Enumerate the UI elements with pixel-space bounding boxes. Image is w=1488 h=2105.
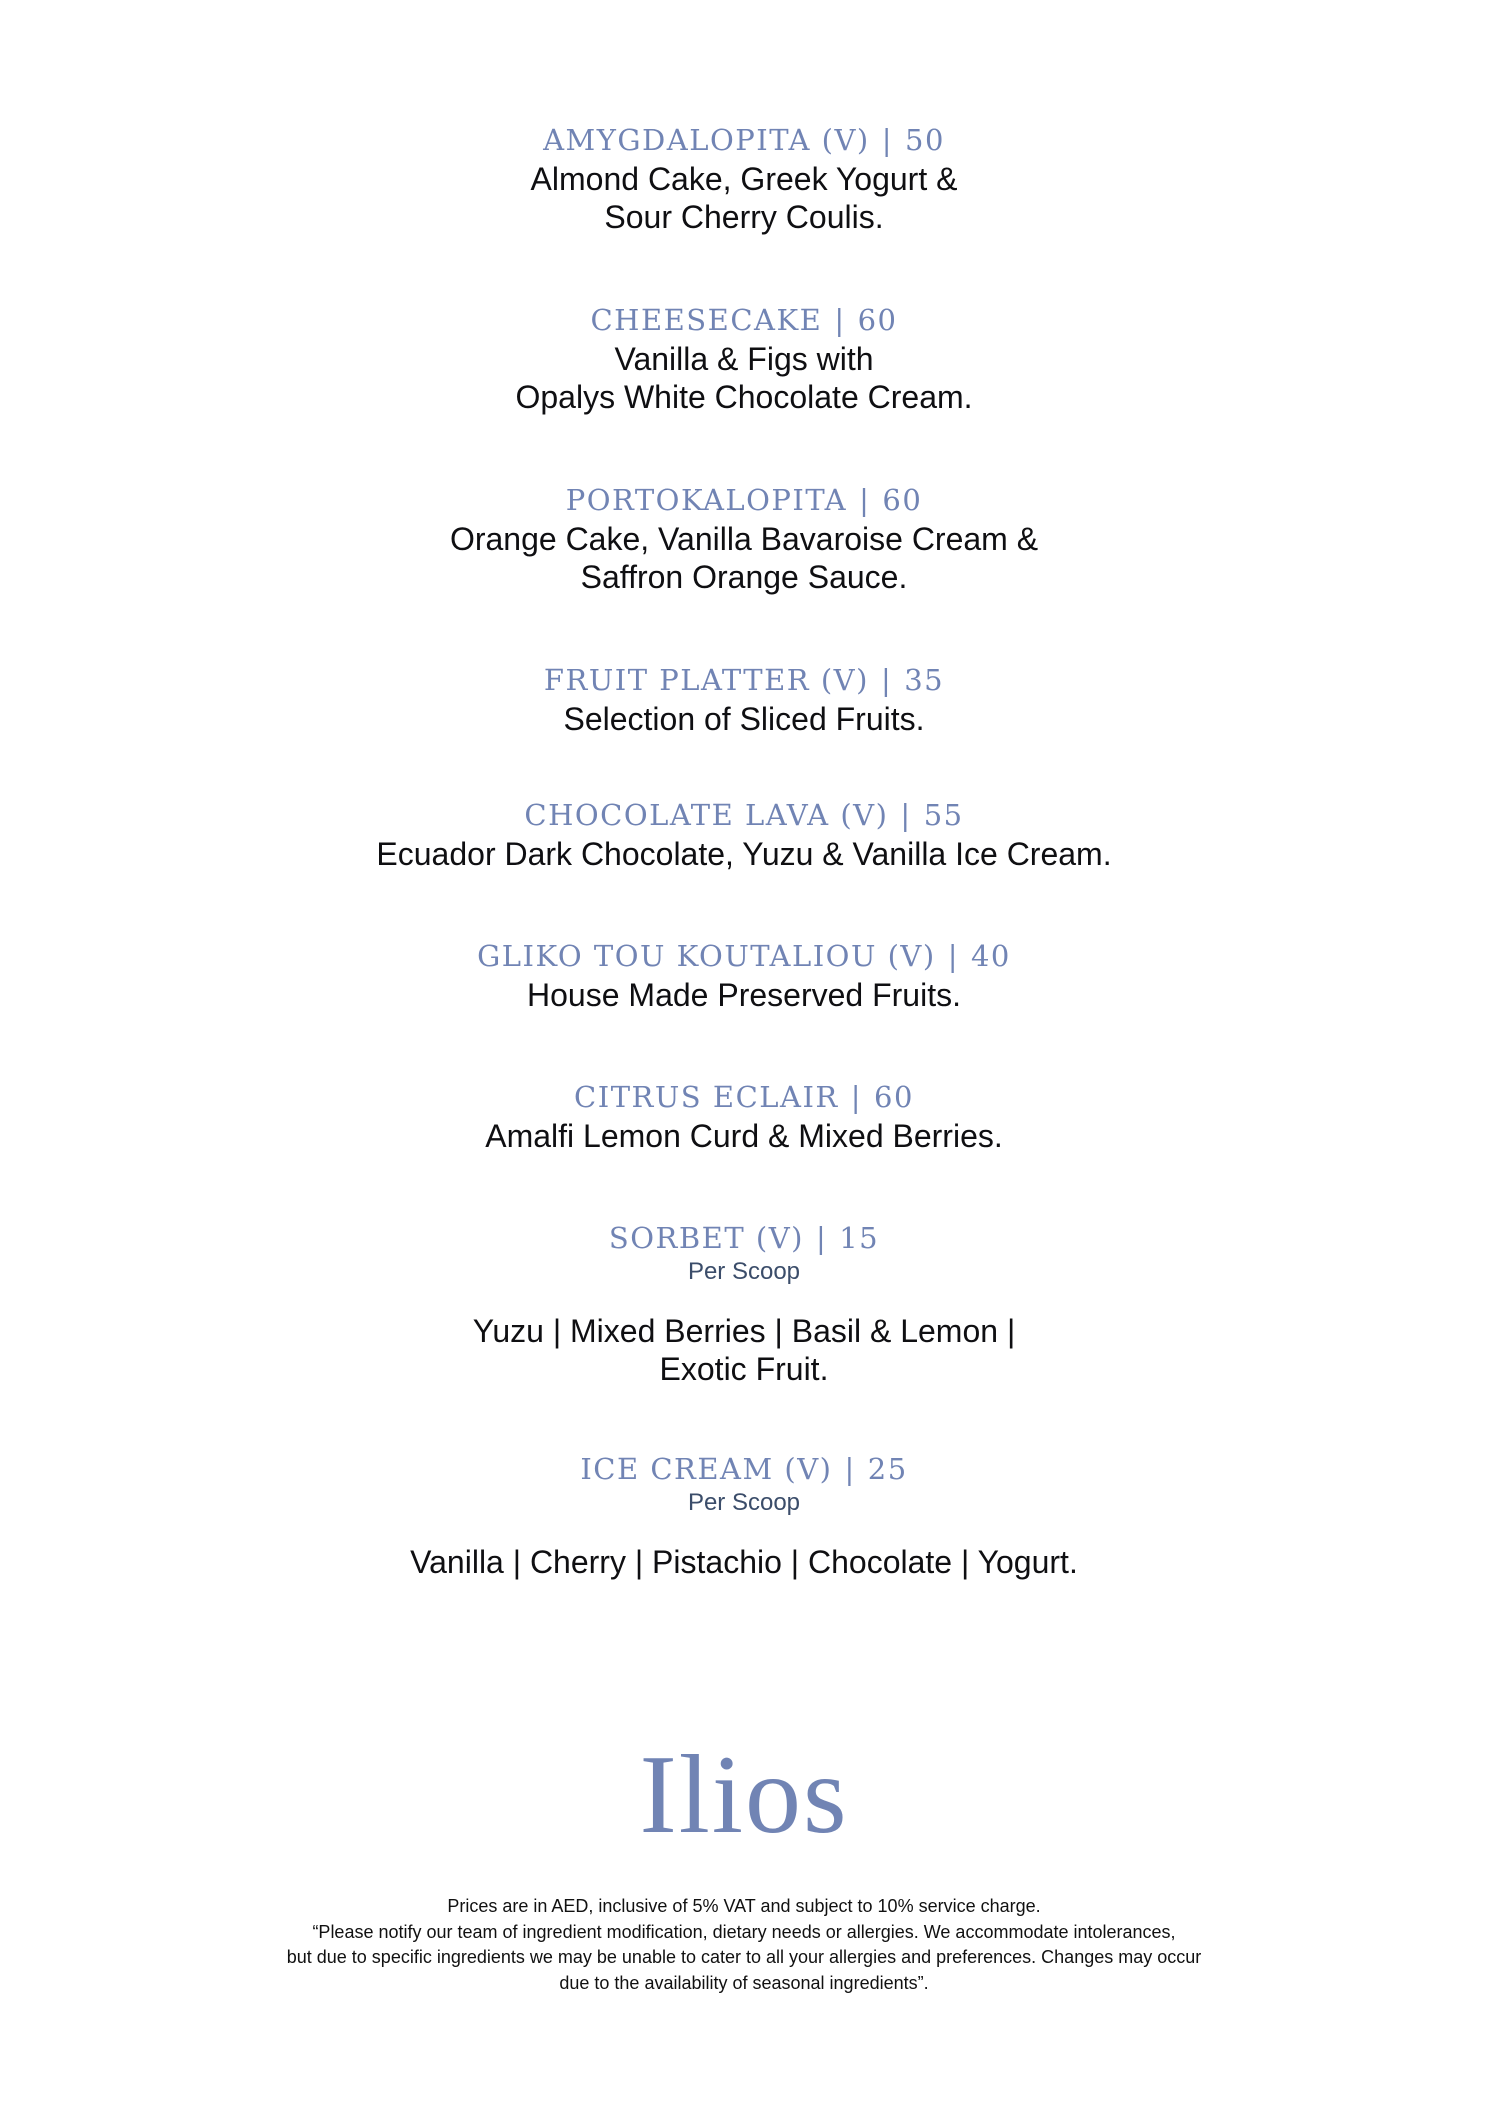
separator: | [900,798,912,832]
item-price: 60 [882,483,923,517]
footer-disclaimer [0,1894,1488,1996]
item-heading [0,1449,1488,1489]
separator: | [859,483,871,517]
menu-item-ice-cream [0,1449,1488,1581]
item-name: AMYGDALOPITA (V) [543,123,870,157]
item-price: 35 [904,663,945,697]
menu-item-portokalopita [0,480,1488,596]
item-price: 60 [874,1080,914,1114]
item-heading [0,300,1488,340]
menu-item-sorbet [0,1218,1488,1388]
item-description: Orange Cake, Vanilla Bavaroise Cream & Saffron Orange Sauce. [449,521,1039,595]
item-name: PORTOKALOPITA [565,483,848,517]
footer-line: Prices are in AED, inclusive of 5% VAT and subject to 10% service charge. [447,1896,1041,1916]
item-heading [0,120,1488,160]
item-name: ICE CREAM (V) [580,1452,833,1486]
item-heading [0,480,1488,520]
item-description: Vanilla | Cherry | Pistachio | Chocolate | Yogurt. [410,1544,1078,1580]
menu-item-citrus-eclair [0,1077,1488,1155]
footer-line: “Please notify our team of ingredient modification, dietary needs or allergies. We accommodate intolerances, [312,1921,1176,1942]
item-heading [0,1218,1488,1258]
footer-line: but due to specific ingredients we may be unable to cater to all your allergies and preferences. Changes may occur [286,1947,1202,1967]
separator: | [815,1221,828,1255]
item-description: Amalfi Lemon Curd & Mixed Berries. [485,1118,1003,1154]
item-description: Ecuador Dark Chocolate, Yuzu & Vanilla Ice Cream. [376,836,1112,872]
item-price: 60 [857,303,898,337]
item-name: GLIKO TOU KOUTALIOU (V) [477,939,936,973]
separator: | [850,1080,863,1114]
footer-line: due to the availability of seasonal ingredients”. [559,1972,929,1993]
menu-item-chocolate-lava [0,795,1488,873]
item-heading [0,795,1488,835]
item-price: 50 [905,123,945,157]
separator: | [834,303,846,337]
ilios-logo: Ilios [639,1733,849,1857]
separator: | [881,123,893,157]
item-name: CHEESECAKE [590,303,823,337]
separator: | [880,663,893,697]
item-price: 55 [923,798,964,832]
menu-item-amygdalopita [0,120,1488,236]
item-description: Selection of Sliced Fruits. [563,701,925,737]
separator: | [844,1452,856,1486]
item-price: 40 [970,939,1011,973]
menu-item-cheesecake [0,300,1488,416]
item-heading [0,1077,1488,1117]
item-description: Yuzu | Mixed Berries | Basil & Lemon | Exotic Fruit. [472,1313,1016,1387]
menu-item-gliko-tou-koutaliou [0,936,1488,1014]
item-subtitle: Per Scoop [687,1258,801,1285]
item-price: 25 [867,1452,908,1486]
item-price: 15 [839,1221,880,1255]
menu-item-fruit-platter [0,660,1488,738]
item-description: House Made Preserved Fruits. [527,977,961,1013]
item-description: Almond Cake, Greek Yogurt & Sour Cherry Coulis. [530,161,958,235]
separator: | [947,939,959,973]
item-heading [0,660,1488,700]
item-name: FRUIT PLATTER (V) [543,663,869,697]
item-name: SORBET (V) [608,1221,804,1255]
item-name: CITRUS ECLAIR [574,1080,839,1114]
item-name: CHOCOLATE LAVA (V) [524,798,889,832]
item-heading [0,936,1488,976]
item-subtitle: Per Scoop [687,1489,801,1516]
item-description: Vanilla & Figs with Opalys White Chocolate Cream. [515,341,973,415]
